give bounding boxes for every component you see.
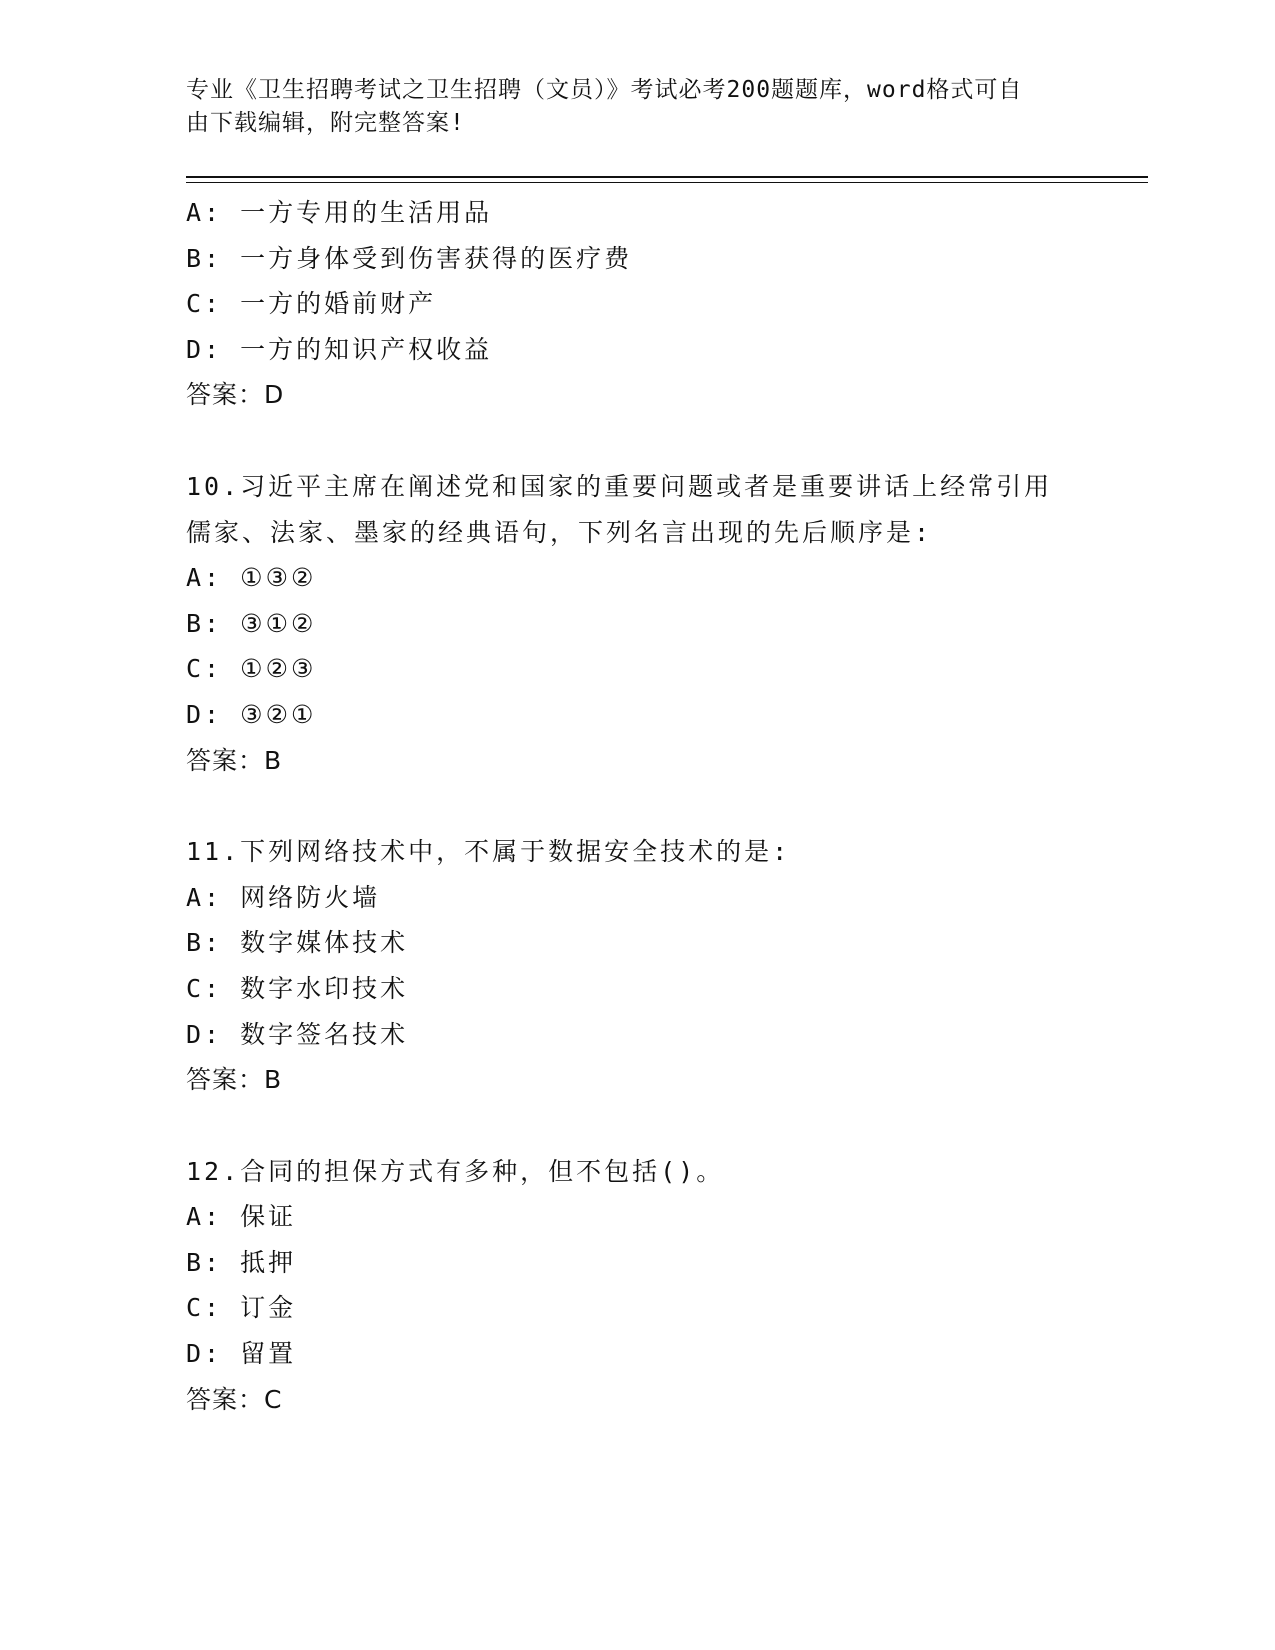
- option-d: D: 留置: [186, 1339, 297, 1369]
- question-11: [186, 829, 1146, 1103]
- question-stem-line-2: 儒家、法家、墨家的经典语句，下列名言出现的先后顺序是:: [186, 517, 933, 547]
- answer-label: 答案：B: [186, 745, 283, 775]
- question-stem-line-1: 12.合同的担保方式有多种，但不包括()。: [186, 1156, 725, 1186]
- option-b: B: 一方身体受到伤害获得的医疗费: [186, 243, 633, 273]
- document-header: [186, 74, 1086, 140]
- question-10: [186, 464, 1146, 783]
- header-divider-thin: [186, 182, 1148, 183]
- option-b: B: ③①②: [186, 608, 317, 638]
- header-line-1: 专业《卫生招聘考试之卫生招聘（文员）》考试必考200题题库，word格式可自: [186, 77, 1023, 103]
- spacer: [186, 1103, 1146, 1149]
- option-a: A: 网络防火墙: [186, 882, 381, 912]
- option-b: B: 数字媒体技术: [186, 928, 409, 958]
- question-9-continued: [186, 190, 1146, 418]
- answer-label: 答案：C: [186, 1384, 283, 1414]
- option-d: D: ③②①: [186, 699, 317, 729]
- option-c: C: 订金: [186, 1293, 297, 1323]
- option-c: C: ①②③: [186, 654, 317, 684]
- option-b: B: 抵押: [186, 1247, 297, 1277]
- option-a: A: 一方专用的生活用品: [186, 198, 493, 227]
- header-line-2: 由下载编辑，附完整答案!: [186, 110, 465, 136]
- spacer: [186, 783, 1146, 829]
- option-a: A: ①③②: [186, 563, 317, 593]
- option-d: D: 一方的知识产权收益: [186, 334, 493, 364]
- option-d: D: 数字签名技术: [186, 1019, 409, 1049]
- option-c: C: 一方的婚前财产: [186, 289, 437, 319]
- header-divider-thick: [186, 176, 1148, 178]
- answer-label: 答案：B: [186, 1065, 283, 1095]
- option-a: A: 保证: [186, 1202, 297, 1232]
- question-stem-line-1: 10.习近平主席在阐述党和国家的重要问题或者是重要讲话上经常引用: [186, 471, 1053, 501]
- option-c: C: 数字水印技术: [186, 973, 409, 1003]
- question-stem-line-1: 11.下列网络技术中，不属于数据安全技术的是:: [186, 837, 791, 867]
- question-list: [186, 190, 1146, 1422]
- answer-label: 答案：D: [186, 380, 285, 410]
- question-12: [186, 1149, 1146, 1423]
- spacer: [186, 418, 1146, 464]
